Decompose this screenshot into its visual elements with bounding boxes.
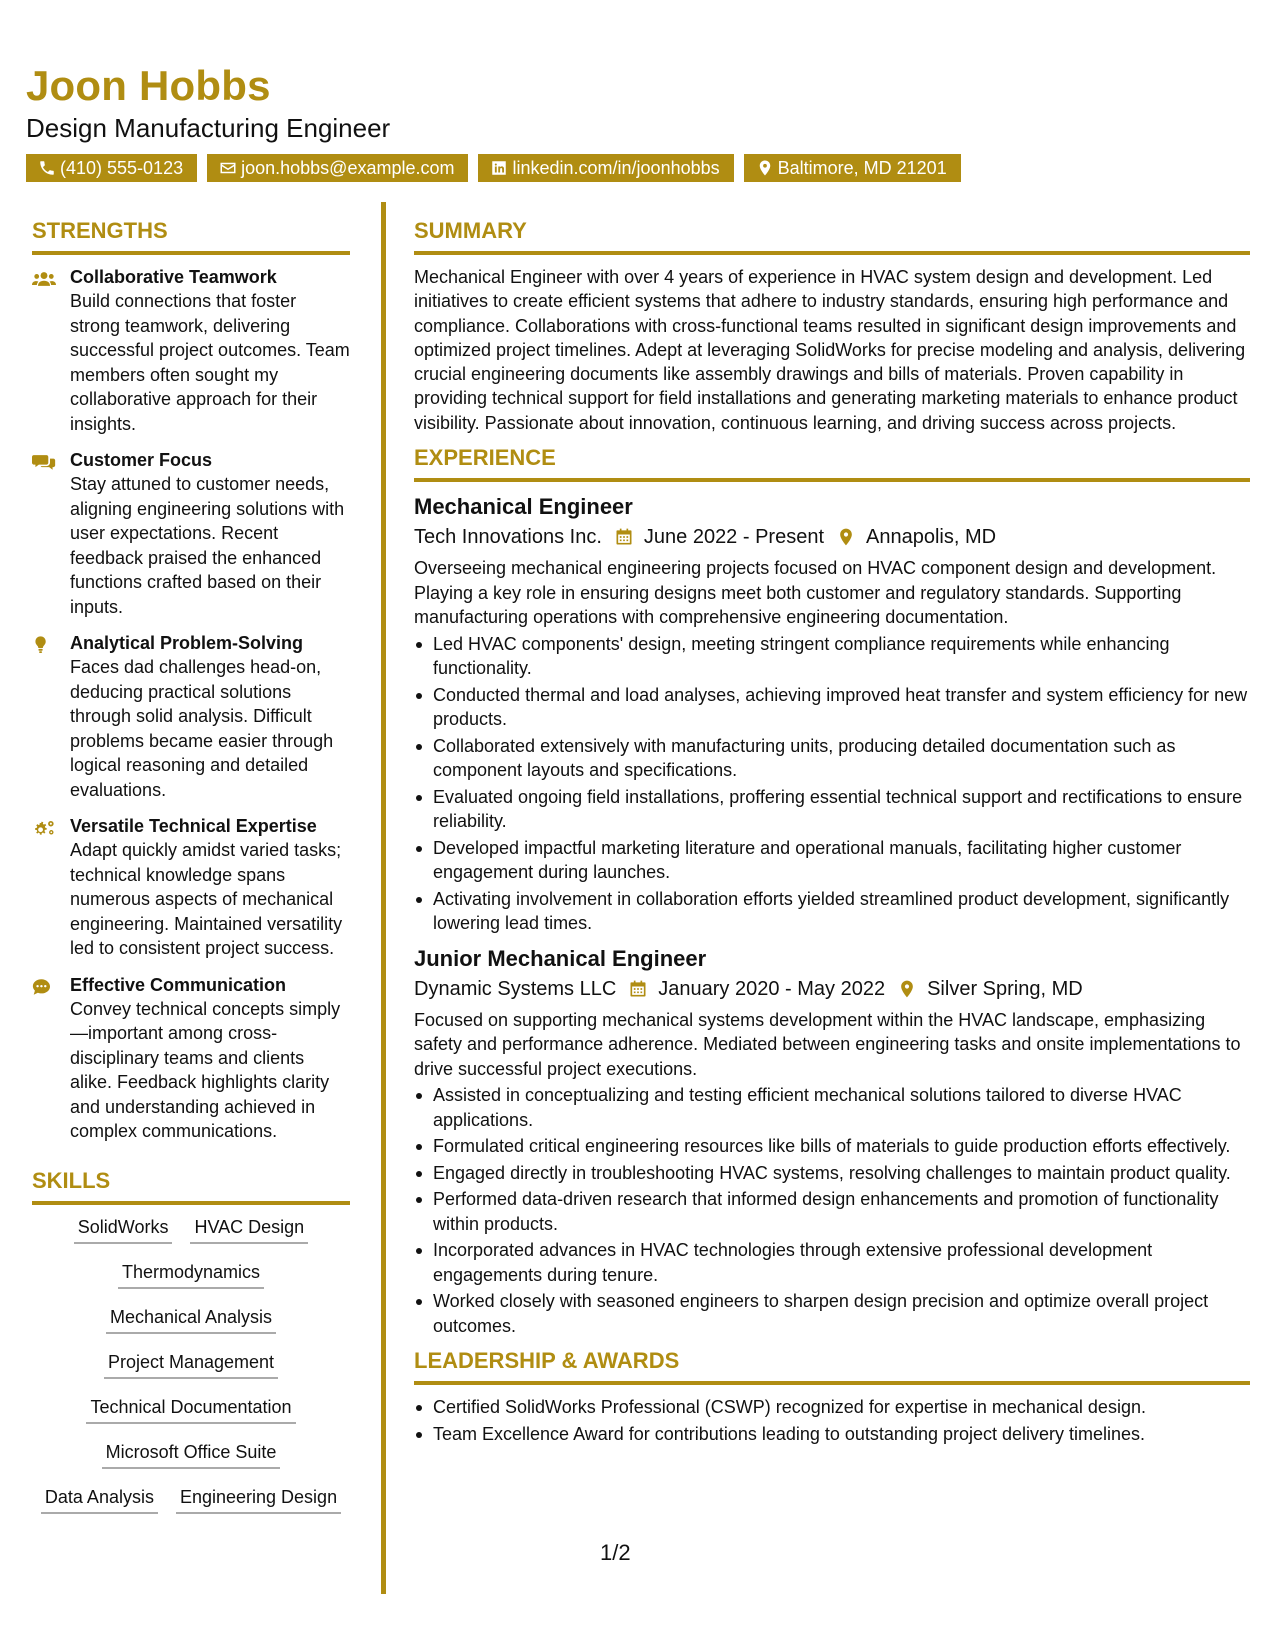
awards-heading: LEADERSHIP & AWARDS — [414, 1346, 1250, 1385]
contact-location — [744, 154, 961, 182]
candidate-role: Design Manufacturing Engineer — [26, 113, 391, 143]
list-item: Performed data-driven research that informed design enhancements and promotion of functionality within products. — [414, 1187, 1250, 1236]
skills-list — [32, 1215, 350, 1514]
skill-tag: Mechanical Analysis — [106, 1305, 276, 1334]
column-divider — [381, 202, 386, 1594]
strengths-heading: STRENGTHS — [32, 216, 350, 255]
strength-desc: Faces dad challenges head-on, deducing practical solutions through solid analysis. Difficult problems became easier through logical reasoning and detailed evaluations. — [70, 657, 334, 800]
contact-phone-text: (410) 555-0123 — [60, 158, 184, 178]
job-company: Tech Innovations Inc. — [414, 526, 602, 549]
strength-desc: Adapt quickly amidst varied tasks; technical knowledge spans numerous aspects of mechanical engineering. Maintained versatility led to consistent project success. — [70, 840, 343, 958]
job-title: Junior Mechanical Engineer — [414, 945, 707, 971]
job-location: Annapolis, MD — [866, 526, 997, 549]
list-item: Collaborated extensively with manufacturing units, producing detailed documentation such as component layouts and specifications. — [414, 734, 1250, 783]
strength-desc: Convey technical concepts simply—important among cross-disciplinary teams and clients alike. Feedback highlights clarity and understanding achieved in complex communications. — [70, 998, 341, 1141]
strength-item — [32, 631, 350, 802]
contact-phone — [26, 154, 197, 182]
job-location: Silver Spring, MD — [927, 977, 1083, 1000]
skill-tag: Thermodynamics — [118, 1260, 264, 1289]
strength-title: Analytical Problem-Solving — [70, 633, 304, 653]
strength-title: Collaborative Teamwork — [70, 267, 277, 287]
experience-heading: EXPERIENCE — [414, 443, 1250, 482]
job-description: Overseeing mechanical engineering projects focused on HVAC component design and development. Playing a key role in ensuring designs meet both customer and regulatory standards. Supporting manufacturing operations with comprehensive engineering documentation. — [414, 558, 1217, 628]
strength-item — [32, 448, 350, 619]
list-item: Activating involvement in collaboration efforts yielded streamlined product development, significantly lowering lead times. — [414, 887, 1250, 936]
job-dates: January 2020 - May 2022 — [658, 977, 886, 1000]
users-icon — [32, 269, 56, 289]
strength-title: Versatile Technical Expertise — [70, 816, 317, 836]
job-bullets — [414, 1083, 1250, 1338]
list-item: Engaged directly in troubleshooting HVAC systems, resolving challenges to maintain product quality. — [414, 1161, 1250, 1186]
skill-tag: SolidWorks — [74, 1215, 173, 1244]
list-item: Incorporated advances in HVAC technologies through extensive professional development engagements during tenure. — [414, 1238, 1250, 1287]
job-bullets — [414, 632, 1250, 936]
list-item: Certified SolidWorks Professional (CSWP) recognized for expertise in mechanical design. — [414, 1395, 1250, 1420]
calendar-icon — [614, 527, 634, 547]
job-dates: June 2022 - Present — [643, 526, 825, 549]
resume-header — [26, 62, 1251, 182]
job-entry — [414, 944, 1250, 1339]
strength-item — [32, 973, 350, 1144]
contact-location-text: Baltimore, MD 21201 — [777, 158, 947, 178]
job-entry — [414, 492, 1250, 936]
location-pin-icon — [836, 527, 856, 547]
left-column — [32, 216, 350, 1514]
job-meta — [414, 522, 1250, 552]
list-item: Formulated critical engineering resources like bills of materials to guide production efforts effectively. — [414, 1134, 1250, 1159]
list-item: Developed impactful marketing literature and operational manuals, facilitating higher customer engagement during launches. — [414, 836, 1250, 885]
calendar-icon — [628, 979, 648, 999]
skill-tag: Microsoft Office Suite — [102, 1440, 281, 1469]
skill-tag: HVAC Design — [190, 1215, 308, 1244]
list-item: Led HVAC components' design, meeting stringent compliance requirements while enhancing functionality. — [414, 632, 1250, 681]
strength-title: Effective Communication — [70, 974, 287, 995]
strength-title: Customer Focus — [70, 450, 213, 470]
phone-icon — [38, 159, 56, 177]
list-item: Evaluated ongoing field installations, proffering essential technical support and rectifications to ensure reliability. — [414, 785, 1250, 834]
awards-list — [414, 1395, 1250, 1446]
candidate-name: Joon Hobbs — [26, 62, 271, 109]
contact-bar — [26, 154, 1251, 182]
contact-linkedin[interactable] — [478, 154, 733, 182]
contact-email[interactable] — [207, 154, 468, 182]
job-company: Dynamic Systems LLC — [414, 977, 617, 1000]
skill-tag: Data Analysis — [41, 1485, 158, 1514]
skill-tag: Engineering Design — [176, 1485, 341, 1514]
strength-item — [32, 265, 350, 436]
list-item: Assisted in conceptualizing and testing efficient mechanical solutions tailored to diverse HVAC applications. — [414, 1083, 1250, 1132]
summary-text: Mechanical Engineer with over 4 years of experience in HVAC system design and development. Led initiatives to create efficient systems that adhere to industry standards, ensuring high performance and compliance. Collaborations with cross-functional teams resulted in significant design improvements and optimized project timelines. Adept at leveraging SolidWorks for precise modeling and analysis, delivering crucial engineering documents like assembly drawings and bills of materials. Proven capability in providing technical support for field installations and generating marketing materials to enhance product visibility. Passionate about innovation, continuous learning, and driving success across projects. — [414, 267, 1246, 433]
job-meta — [414, 974, 1250, 1004]
list-item: Team Excellence Award for contributions leading to outstanding project delivery timelines. — [414, 1422, 1250, 1447]
summary-heading: SUMMARY — [414, 216, 1250, 255]
location-pin-icon — [756, 159, 774, 177]
list-item: Worked closely with seasoned engineers to sharpen design precision and optimize overall project outcomes. — [414, 1289, 1250, 1338]
right-column — [414, 216, 1250, 1448]
strength-desc: Stay attuned to customer needs, aligning engineering solutions with user expectations. Recent feedback praised the enhanced functions crafted based on their inputs. — [70, 474, 345, 617]
cogs-icon — [32, 818, 56, 838]
contact-email-text: joon.hobbs@example.com — [241, 158, 455, 178]
list-item: Conducted thermal and load analyses, achieving improved heat transfer and system efficiency for new products. — [414, 683, 1250, 732]
skills-heading: SKILLS — [32, 1166, 350, 1205]
job-description: Focused on supporting mechanical systems development within the HVAC landscape, emphasizing safety and performance adherence. Mediated between engineering tasks and onsite implementations to drive successful project executions. — [414, 1009, 1241, 1079]
location-pin-icon — [897, 979, 917, 999]
job-title: Mechanical Engineer — [414, 494, 633, 520]
skill-tag: Technical Documentation — [86, 1395, 295, 1424]
strength-item — [32, 814, 350, 961]
page-number: 1/2 — [600, 1540, 631, 1565]
comment-dots-icon — [32, 977, 56, 997]
skill-tag: Project Management — [104, 1350, 278, 1379]
envelope-icon — [219, 159, 237, 177]
contact-linkedin-text: linkedin.com/in/joonhobbs — [512, 158, 720, 178]
lightbulb-icon — [32, 635, 56, 655]
comments-icon — [32, 452, 56, 472]
strength-desc: Build connections that foster strong teamwork, delivering successful project outcomes. Team members often sought my collaborative approach for their insights. — [70, 291, 350, 434]
linkedin-icon — [490, 159, 508, 177]
